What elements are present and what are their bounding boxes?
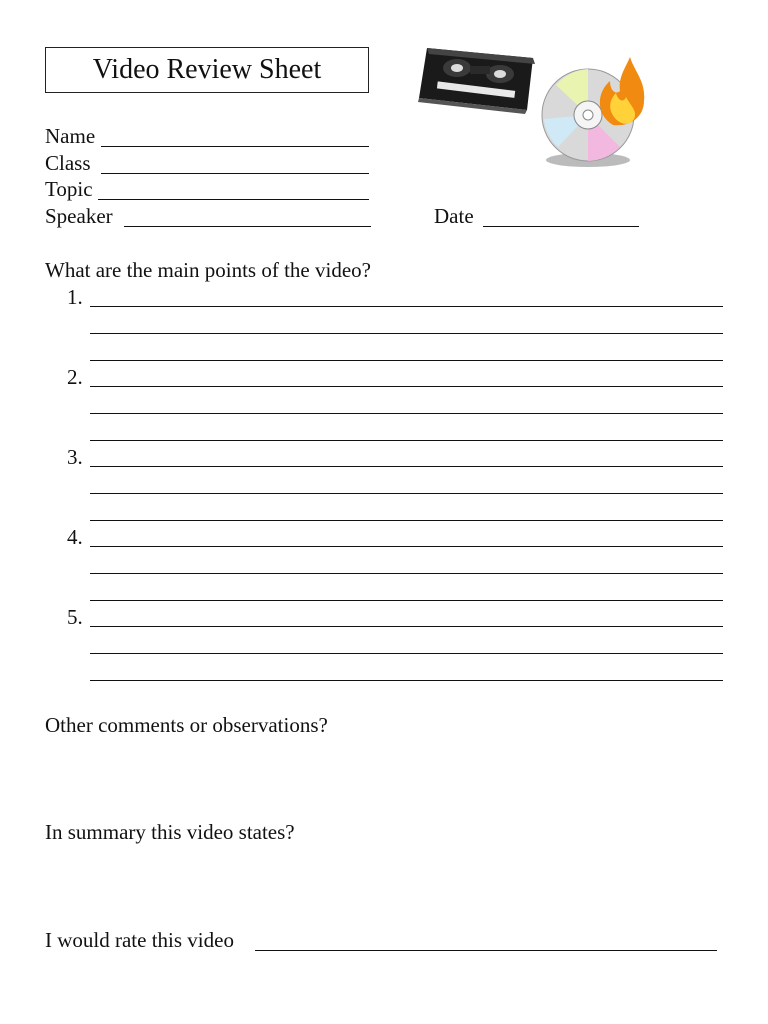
point-5-line-2[interactable] — [90, 653, 723, 654]
burning-cd-icon — [538, 55, 648, 170]
date-label: Date — [434, 204, 474, 228]
point-4-line-2[interactable] — [90, 573, 723, 574]
point-5-line-1[interactable] — [90, 626, 723, 627]
rating-label: I would rate this video — [45, 928, 234, 952]
name-field[interactable] — [101, 146, 369, 147]
summary-question: In summary this video states? — [45, 820, 295, 844]
point-1-line-2[interactable] — [90, 333, 723, 334]
topic-field[interactable] — [98, 199, 369, 200]
point-4-line-3[interactable] — [90, 600, 723, 601]
class-field[interactable] — [101, 173, 369, 174]
class-label: Class — [45, 151, 91, 175]
point-3-line-1[interactable] — [90, 466, 723, 467]
point-number: 3. — [67, 445, 83, 469]
speaker-field[interactable] — [124, 226, 371, 227]
point-4-line-1[interactable] — [90, 546, 723, 547]
topic-label: Topic — [45, 177, 93, 201]
point-3-line-2[interactable] — [90, 493, 723, 494]
name-label: Name — [45, 124, 96, 148]
point-number: 4. — [67, 525, 83, 549]
other-comments-question: Other comments or observations? — [45, 713, 328, 737]
point-5-line-3[interactable] — [90, 680, 723, 681]
point-1-line-1[interactable] — [90, 306, 723, 307]
point-2-line-1[interactable] — [90, 386, 723, 387]
vhs-cassette-icon — [415, 40, 540, 115]
point-1-line-3[interactable] — [90, 360, 723, 361]
point-2-line-3[interactable] — [90, 440, 723, 441]
date-field[interactable] — [483, 226, 639, 227]
page-title: Video Review Sheet — [45, 47, 369, 93]
point-3-line-3[interactable] — [90, 520, 723, 521]
main-points-question: What are the main points of the video? — [45, 258, 371, 282]
point-2-line-2[interactable] — [90, 413, 723, 414]
rating-field[interactable] — [255, 950, 717, 951]
point-number: 5. — [67, 605, 83, 629]
point-number: 1. — [67, 285, 83, 309]
point-number: 2. — [67, 365, 83, 389]
speaker-label: Speaker — [45, 204, 113, 228]
